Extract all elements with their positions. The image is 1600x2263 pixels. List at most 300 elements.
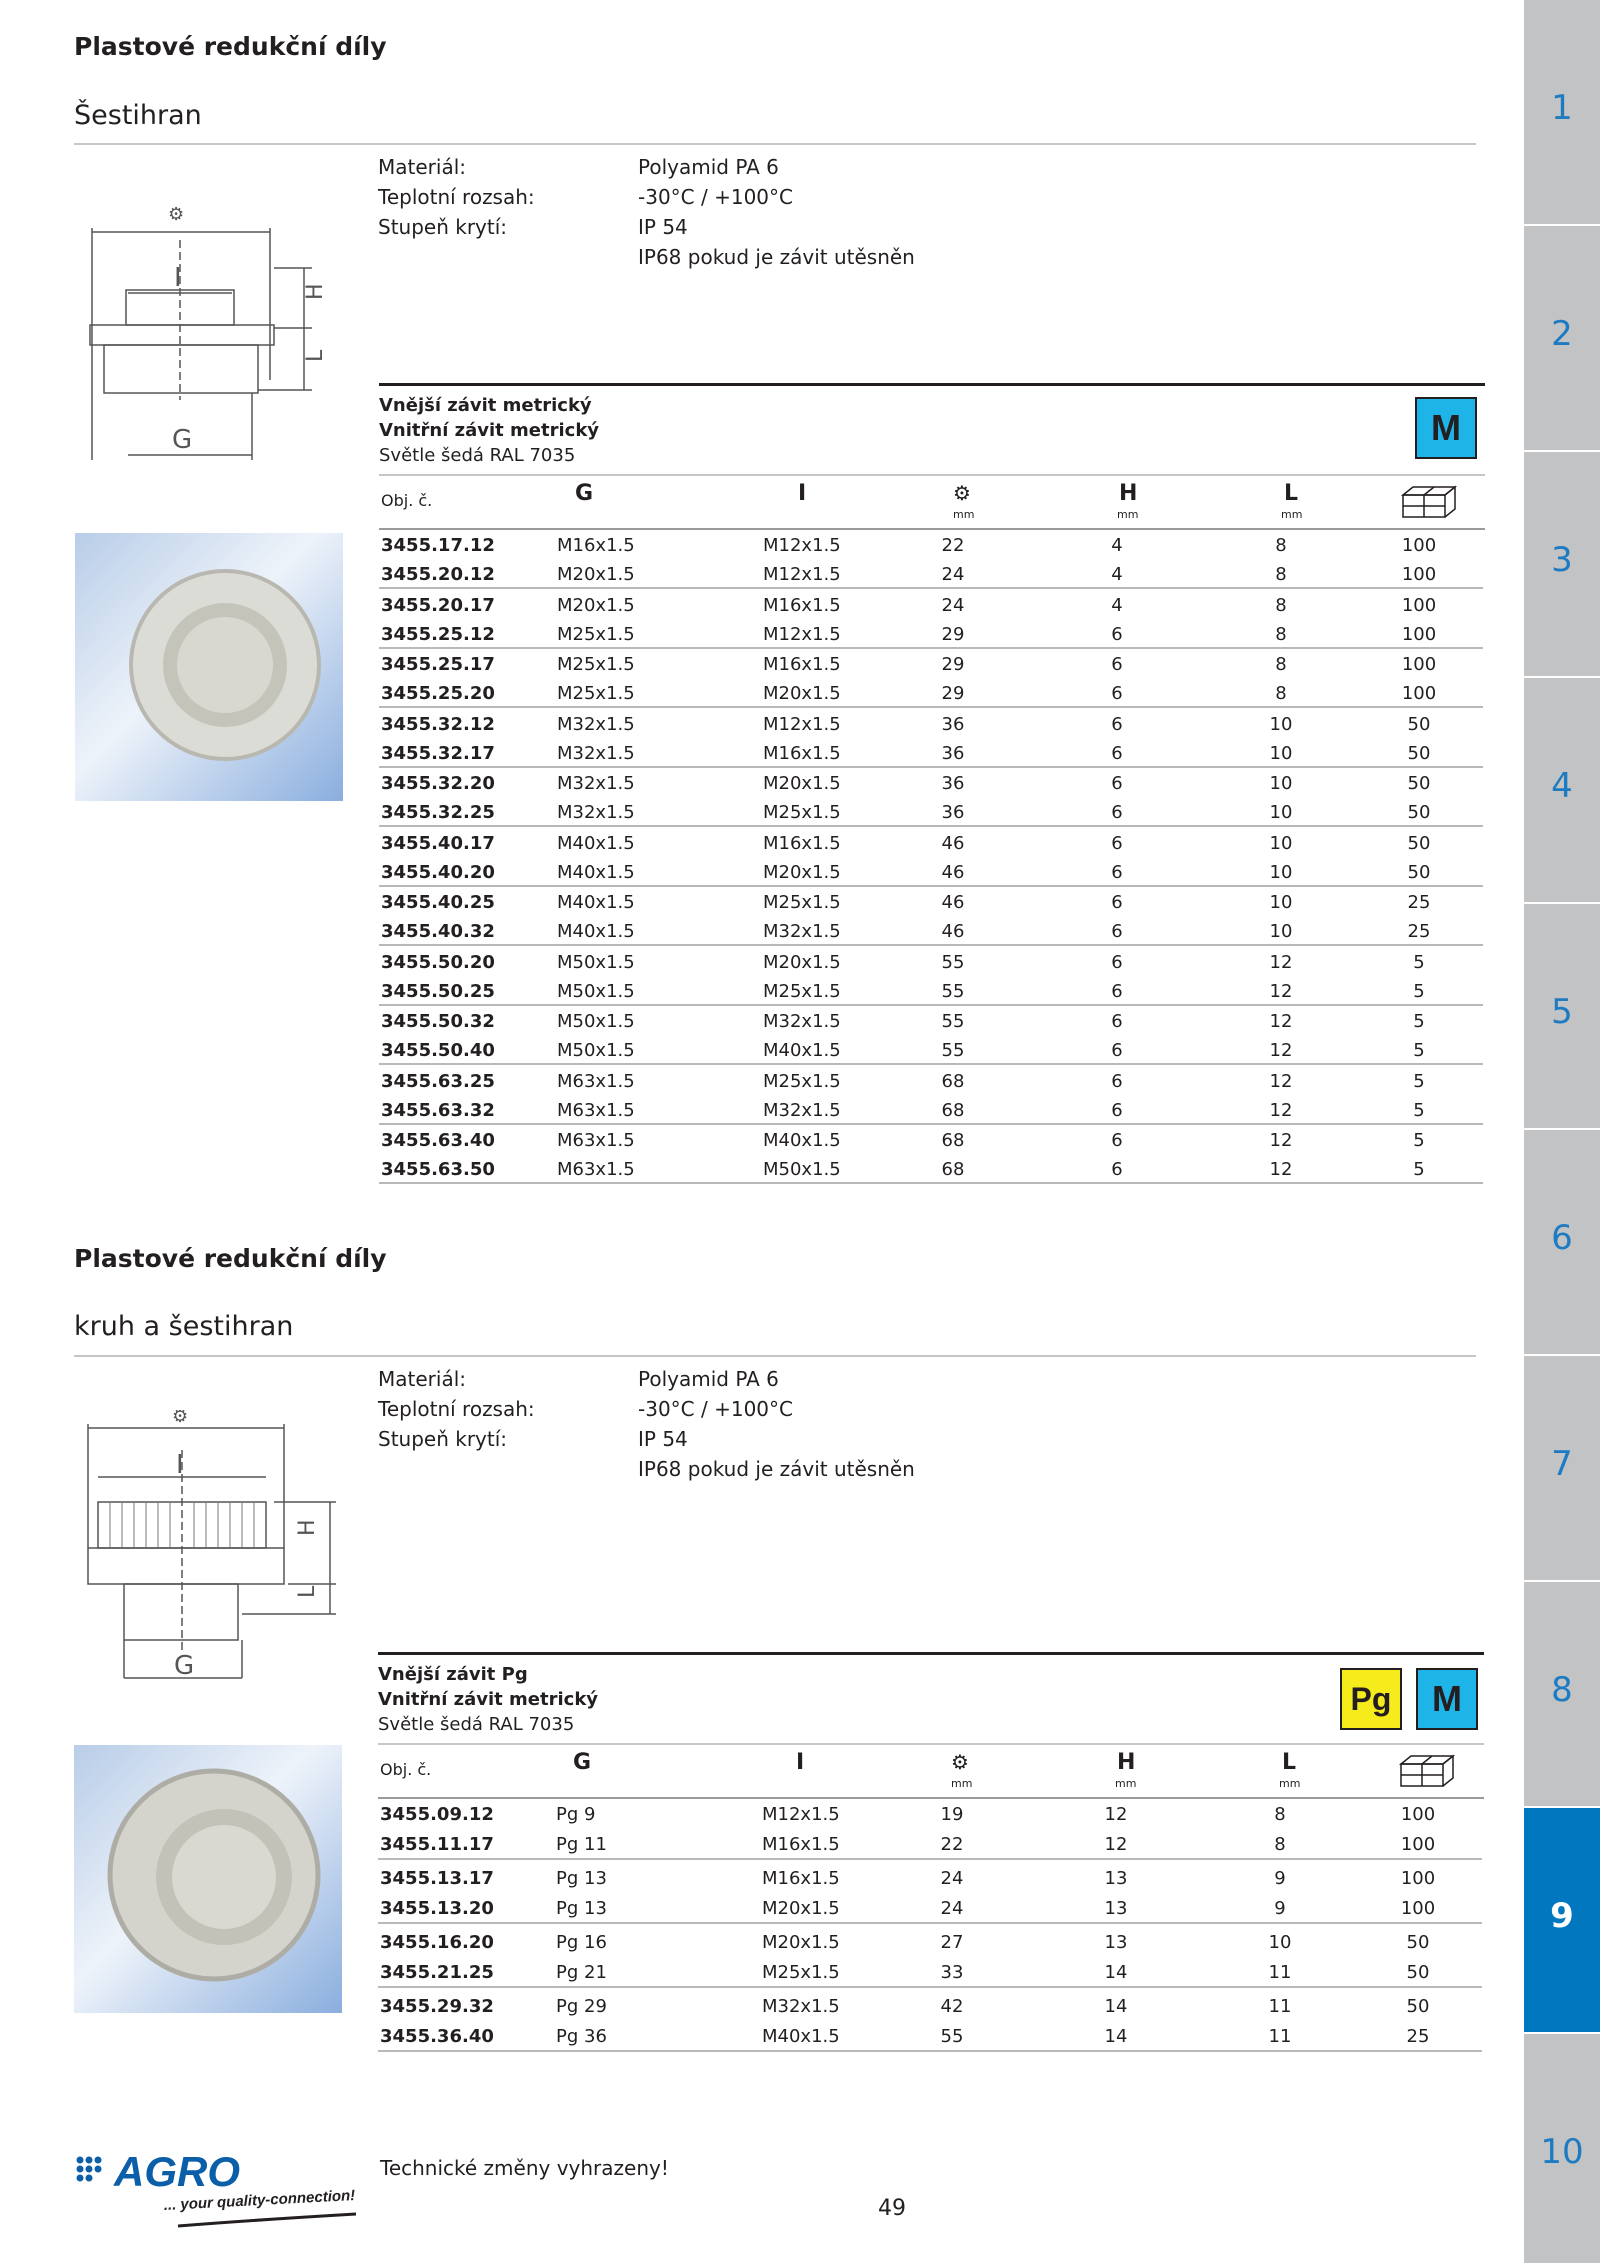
cell-obj: 3455.50.40 — [381, 1040, 495, 1061]
table-row — [379, 798, 1483, 827]
cell-pack: 50 — [1407, 861, 1431, 883]
cell-wrench: 36 — [941, 742, 965, 764]
table-title-line1: Vnější závit metrický — [379, 395, 592, 416]
cell-i: M16x1.5 — [763, 832, 841, 854]
cell-wrench: 46 — [941, 892, 965, 913]
cell-wrench: 19 — [940, 1804, 964, 1825]
table-row — [379, 679, 1483, 708]
col-l-unit: mm — [1281, 508, 1303, 521]
chapter-tab-3[interactable] — [1524, 452, 1600, 678]
cell-g: Pg 9 — [556, 1804, 596, 1825]
cell-wrench: 55 — [941, 1011, 965, 1032]
cell-i: M20x1.5 — [762, 1932, 840, 1953]
cell-h: 6 — [1111, 773, 1123, 794]
cell-pack: 100 — [1401, 594, 1437, 616]
cell-i: M12x1.5 — [763, 713, 841, 735]
table-title-line1: Vnější závit Pg — [378, 1664, 528, 1685]
chapter-tab-label: 1 — [1551, 88, 1573, 128]
table-row — [378, 2022, 1482, 2051]
cell-wrench: 33 — [940, 1962, 964, 1983]
cell-i: M32x1.5 — [763, 1011, 841, 1032]
cell-pack: 5 — [1413, 1011, 1425, 1032]
table-title-color: Světle šedá RAL 7035 — [379, 445, 576, 466]
section2-table — [378, 1652, 1484, 2057]
package-icon — [1401, 479, 1457, 523]
cell-pack: 5 — [1413, 1040, 1425, 1061]
cell-obj: 3455.32.25 — [381, 802, 495, 823]
logo-text: AGRO — [114, 2152, 240, 2195]
cell-l: 8 — [1274, 1804, 1286, 1825]
section1-title: Plastové redukční díly — [74, 32, 387, 61]
table-row — [379, 531, 1483, 560]
cell-pack: 5 — [1413, 1099, 1425, 1121]
cell-pack: 5 — [1413, 951, 1425, 973]
drawing-label-h: H — [303, 283, 328, 300]
cell-h: 6 — [1111, 623, 1123, 645]
cell-wrench: 55 — [941, 980, 965, 1002]
row-group-divider — [378, 1922, 1482, 1924]
spec-label: Materiál: — [378, 1367, 466, 1391]
section1-product-photo — [75, 533, 343, 801]
section2-specs — [378, 1364, 1078, 1494]
chapter-tab-label: 3 — [1551, 540, 1573, 580]
table-row — [378, 1894, 1482, 1923]
table-column-header — [379, 479, 1485, 525]
cell-wrench: 29 — [941, 683, 965, 704]
table-row — [379, 1067, 1483, 1096]
chapter-tab-label: 6 — [1551, 1218, 1573, 1258]
cell-wrench: 36 — [941, 802, 965, 823]
cell-h: 12 — [1104, 1834, 1128, 1855]
section2-product-photo — [74, 1745, 342, 2013]
section2-technical-drawing — [74, 1410, 354, 1680]
cell-pack: 25 — [1407, 921, 1431, 942]
cell-pack: 100 — [1400, 1834, 1436, 1855]
cell-h: 6 — [1111, 742, 1123, 764]
cell-l: 11 — [1268, 1962, 1292, 1983]
cell-g: Pg 21 — [556, 1962, 607, 1983]
cell-i: M25x1.5 — [763, 802, 841, 823]
cell-obj: 3455.17.12 — [381, 535, 495, 556]
cell-i: M16x1.5 — [763, 654, 841, 675]
row-group-divider — [379, 587, 1483, 589]
cell-wrench: 68 — [941, 1099, 965, 1121]
cell-i: M20x1.5 — [763, 861, 841, 883]
cell-pack: 100 — [1400, 1868, 1436, 1889]
cell-i: M20x1.5 — [762, 1898, 840, 1919]
wrench-icon: ⚙ — [951, 1750, 969, 1774]
chapter-tab-9[interactable] — [1524, 1808, 1600, 2034]
cell-g: M63x1.5 — [557, 1130, 635, 1151]
col-obj: Obj. č. — [381, 491, 433, 510]
row-group-divider — [379, 766, 1483, 768]
table-row — [378, 1928, 1482, 1957]
col-g: G — [575, 481, 594, 506]
drawing2-label-l: L — [295, 1585, 320, 1598]
badge-metric: M — [1415, 397, 1477, 459]
cell-pack: 5 — [1413, 1159, 1425, 1180]
row-group-divider — [379, 1123, 1483, 1125]
cell-h: 6 — [1111, 1099, 1123, 1121]
cell-g: M63x1.5 — [557, 1099, 635, 1121]
table-row — [378, 1830, 1482, 1859]
cell-l: 10 — [1269, 921, 1293, 942]
badge-metric: M — [1416, 1668, 1478, 1730]
row-group-divider — [379, 885, 1483, 887]
cell-l: 12 — [1269, 951, 1293, 973]
table-row — [379, 1007, 1483, 1036]
cell-l: 10 — [1269, 802, 1293, 823]
spec-value: -30°C / +100°C — [638, 1397, 793, 1421]
cell-l: 12 — [1269, 1099, 1293, 1121]
table-header-bottom-rule — [379, 528, 1485, 530]
cell-h: 12 — [1104, 1804, 1128, 1825]
cell-g: M16x1.5 — [557, 535, 635, 556]
chapter-tab-6[interactable] — [1524, 1130, 1600, 1356]
cell-i: M25x1.5 — [763, 1070, 841, 1092]
cell-obj: 3455.50.20 — [381, 951, 495, 973]
cell-l: 11 — [1268, 2026, 1292, 2047]
cell-i: M32x1.5 — [763, 921, 841, 942]
cell-l: 12 — [1269, 1159, 1293, 1180]
svg-text:⚙: ⚙ — [172, 1410, 189, 1427]
section2-subtitle: kruh a šestihran — [74, 1311, 294, 1342]
cell-h: 6 — [1111, 1040, 1123, 1061]
cell-h: 6 — [1111, 861, 1123, 883]
table-row — [379, 739, 1483, 768]
cell-i: M12x1.5 — [763, 535, 841, 556]
cell-wrench: 36 — [941, 773, 965, 794]
cell-pack: 50 — [1406, 1962, 1430, 1983]
cell-h: 13 — [1104, 1898, 1128, 1919]
table-row — [379, 888, 1483, 917]
cell-obj: 3455.50.25 — [381, 980, 495, 1002]
cell-obj: 3455.32.20 — [381, 773, 495, 794]
section2-divider — [74, 1355, 1476, 1357]
cell-obj: 3455.32.12 — [381, 713, 495, 735]
cell-l: 8 — [1274, 1834, 1286, 1855]
cell-pack: 50 — [1407, 832, 1431, 854]
cell-obj: 3455.21.25 — [380, 1962, 494, 1983]
cell-wrench: 24 — [941, 564, 965, 585]
col-i: I — [796, 1750, 805, 1775]
cell-pack: 50 — [1407, 713, 1431, 735]
cell-obj: 3455.63.25 — [381, 1070, 495, 1092]
cell-l: 8 — [1275, 683, 1287, 704]
cell-pack: 100 — [1400, 1898, 1436, 1919]
cell-obj: 3455.16.20 — [380, 1932, 494, 1953]
cell-wrench: 68 — [941, 1070, 965, 1092]
table-header-bottom-rule — [378, 1797, 1484, 1799]
cell-obj: 3455.13.20 — [380, 1898, 494, 1919]
spec-value: IP 54 — [638, 215, 688, 239]
chapter-tab-5[interactable] — [1524, 904, 1600, 1130]
section1-technical-drawing — [74, 200, 354, 470]
cell-pack: 50 — [1406, 1996, 1430, 2017]
cell-obj: 3455.32.17 — [381, 742, 495, 764]
cell-obj: 3455.63.32 — [381, 1099, 495, 1121]
cell-obj: 3455.25.20 — [381, 683, 495, 704]
cell-i: M16x1.5 — [763, 594, 841, 616]
cell-h: 6 — [1111, 713, 1123, 735]
row-group-divider — [379, 1004, 1483, 1006]
cell-i: M40x1.5 — [762, 2026, 840, 2047]
col-h-unit: mm — [1117, 508, 1139, 521]
cell-pack: 100 — [1400, 1804, 1436, 1825]
cell-wrench: 46 — [941, 861, 965, 883]
table-row — [379, 769, 1483, 798]
spec-label: Stupeň krytí: — [378, 215, 508, 239]
row-group-divider — [378, 1858, 1482, 1860]
cell-wrench: 46 — [941, 832, 965, 854]
section2-title: Plastové redukční díly — [74, 1244, 387, 1273]
chapter-tab-label: 5 — [1551, 992, 1573, 1032]
cell-pack: 100 — [1401, 535, 1437, 556]
table-row — [379, 710, 1483, 739]
cell-i: M12x1.5 — [762, 1804, 840, 1825]
cell-h: 6 — [1111, 921, 1123, 942]
cell-i: M25x1.5 — [763, 892, 841, 913]
cell-wrench: 55 — [941, 1040, 965, 1061]
cell-h: 6 — [1111, 683, 1123, 704]
table-title-line2: Vnitřní závit metrický — [378, 1689, 599, 1710]
drawing2-label-h: H — [295, 1519, 320, 1536]
cell-h: 14 — [1104, 2026, 1128, 2047]
cell-h: 6 — [1111, 1070, 1123, 1092]
package-icon — [1399, 1748, 1455, 1792]
cell-pack: 50 — [1407, 802, 1431, 823]
cell-obj: 3455.20.12 — [381, 564, 495, 585]
col-g: G — [573, 1750, 592, 1775]
cell-l: 12 — [1269, 1130, 1293, 1151]
chapter-tab-label: 10 — [1540, 2132, 1584, 2172]
cell-pack: 100 — [1401, 623, 1437, 645]
cell-i: M20x1.5 — [763, 683, 841, 704]
cell-wrench: 55 — [940, 2026, 964, 2047]
row-group-divider — [379, 1063, 1483, 1065]
cell-l: 8 — [1275, 623, 1287, 645]
cell-h: 4 — [1111, 594, 1123, 616]
cell-pack: 100 — [1401, 564, 1437, 585]
spec-value: IP 54 — [638, 1427, 688, 1451]
chapter-tab-8[interactable] — [1524, 1582, 1600, 1808]
table-title — [378, 1662, 598, 1737]
cell-g: M32x1.5 — [557, 802, 635, 823]
table-row — [378, 1992, 1482, 2021]
cell-wrench: 22 — [940, 1834, 964, 1855]
row-group-divider — [378, 2050, 1482, 2052]
cell-i: M25x1.5 — [763, 980, 841, 1002]
cell-g: M25x1.5 — [557, 683, 635, 704]
cell-obj: 3455.36.40 — [380, 2026, 494, 2047]
cell-l: 8 — [1275, 535, 1287, 556]
col-obj: Obj. č. — [380, 1760, 432, 1779]
chapter-tab-4[interactable] — [1524, 678, 1600, 904]
cell-l: 8 — [1275, 564, 1287, 585]
cell-wrench: 46 — [941, 921, 965, 942]
cell-g: M50x1.5 — [557, 980, 635, 1002]
cell-h: 13 — [1104, 1932, 1128, 1953]
col-wrench-unit: mm — [951, 1777, 973, 1790]
chapter-tab-2[interactable] — [1524, 226, 1600, 452]
cell-l: 10 — [1269, 892, 1293, 913]
section1-divider — [74, 143, 1476, 145]
cell-h: 6 — [1111, 892, 1123, 913]
cell-l: 9 — [1274, 1898, 1286, 1919]
table-column-header — [378, 1748, 1484, 1794]
spec-value: Polyamid PA 6 — [638, 155, 779, 179]
col-wrench-unit: mm — [953, 508, 975, 521]
section1-specs — [378, 152, 1078, 282]
drawing-label-i: I — [174, 263, 182, 293]
row-group-divider — [379, 1182, 1483, 1184]
table-row — [379, 560, 1483, 589]
cell-obj: 3455.25.12 — [381, 623, 495, 645]
table-row — [379, 650, 1483, 679]
spec-value: -30°C / +100°C — [638, 185, 793, 209]
col-l-unit: mm — [1279, 1777, 1301, 1790]
cell-pack: 100 — [1401, 654, 1437, 675]
col-i: I — [798, 481, 807, 506]
chapter-tab-1[interactable] — [1524, 0, 1600, 226]
cell-pack: 25 — [1406, 2026, 1430, 2047]
section1-subtitle: Šestihran — [74, 100, 202, 131]
row-group-divider — [379, 944, 1483, 946]
cell-g: M40x1.5 — [557, 832, 635, 854]
table-row — [379, 1036, 1483, 1065]
table-row — [379, 620, 1483, 649]
table-row — [379, 977, 1483, 1006]
cell-h: 6 — [1111, 980, 1123, 1002]
section1-table-body — [379, 531, 1485, 1191]
cell-g: Pg 11 — [556, 1834, 607, 1855]
cell-pack: 50 — [1406, 1932, 1430, 1953]
badge-pg: Pg — [1340, 1668, 1402, 1730]
cell-obj: 3455.29.32 — [380, 1996, 494, 2017]
cell-pack: 100 — [1401, 683, 1437, 704]
footer-note: Technické změny vyhrazeny! — [380, 2156, 669, 2180]
cell-l: 12 — [1269, 1070, 1293, 1092]
cell-g: M25x1.5 — [557, 623, 635, 645]
cell-h: 14 — [1104, 1996, 1128, 2017]
cell-wrench: 22 — [941, 535, 965, 556]
cell-l: 12 — [1269, 980, 1293, 1002]
cell-pack: 50 — [1407, 742, 1431, 764]
table-row — [378, 1864, 1482, 1893]
cell-obj: 3455.40.32 — [381, 921, 495, 942]
cell-g: M50x1.5 — [557, 1011, 635, 1032]
cell-g: Pg 13 — [556, 1868, 607, 1889]
cell-g: Pg 13 — [556, 1898, 607, 1919]
cell-l: 10 — [1269, 713, 1293, 735]
cell-l: 10 — [1269, 742, 1293, 764]
cell-h: 6 — [1111, 951, 1123, 973]
cell-l: 10 — [1269, 832, 1293, 854]
col-h: H — [1117, 1750, 1136, 1775]
cell-h: 6 — [1111, 1159, 1123, 1180]
cell-pack: 5 — [1413, 1130, 1425, 1151]
page-number: 49 — [878, 2196, 906, 2221]
cell-g: M63x1.5 — [557, 1159, 635, 1180]
cell-obj: 3455.20.17 — [381, 594, 495, 616]
cell-g: M40x1.5 — [557, 892, 635, 913]
cell-obj: 3455.63.50 — [381, 1159, 495, 1180]
cell-i: M16x1.5 — [762, 1834, 840, 1855]
chapter-tab-label: 8 — [1551, 1670, 1573, 1710]
table-row — [379, 858, 1483, 887]
spec-label: Materiál: — [378, 155, 466, 179]
cell-l: 8 — [1275, 594, 1287, 616]
cell-l: 10 — [1269, 773, 1293, 794]
cell-h: 14 — [1104, 1962, 1128, 1983]
cell-g: M32x1.5 — [557, 773, 635, 794]
chapter-tab-label: 4 — [1551, 766, 1573, 806]
cell-i: M16x1.5 — [762, 1868, 840, 1889]
cell-h: 4 — [1111, 535, 1123, 556]
chapter-tab-label: 9 — [1550, 1896, 1574, 1936]
cell-h: 6 — [1111, 1011, 1123, 1032]
cell-l: 10 — [1268, 1932, 1292, 1953]
cell-wrench: 55 — [941, 951, 965, 973]
table-top-rule — [378, 1652, 1484, 1655]
table-row — [379, 591, 1483, 620]
cell-g: M40x1.5 — [557, 921, 635, 942]
table-row — [379, 1096, 1483, 1125]
row-group-divider — [378, 1986, 1482, 1988]
cell-i: M40x1.5 — [763, 1130, 841, 1151]
cell-wrench: 36 — [941, 713, 965, 735]
cell-h: 6 — [1111, 654, 1123, 675]
cell-i: M12x1.5 — [763, 564, 841, 585]
cell-l: 8 — [1275, 654, 1287, 675]
cell-i: M32x1.5 — [763, 1099, 841, 1121]
chapter-tab-7[interactable] — [1524, 1356, 1600, 1582]
spec-label: Teplotní rozsah: — [378, 185, 535, 209]
spec-value: IP68 pokud je závit utěsněn — [638, 1457, 915, 1481]
cell-obj: 3455.25.17 — [381, 654, 495, 675]
drawing2-label-g: G — [174, 1651, 195, 1680]
table-row — [379, 917, 1483, 946]
spec-label: Teplotní rozsah: — [378, 1397, 535, 1421]
cell-g: Pg 36 — [556, 2026, 607, 2047]
cell-i: M16x1.5 — [763, 742, 841, 764]
cell-g: M25x1.5 — [557, 654, 635, 675]
drawing-label-l: L — [303, 349, 328, 362]
row-group-divider — [379, 825, 1483, 827]
drawing2-label-i: I — [176, 1450, 184, 1480]
cell-g: M32x1.5 — [557, 713, 635, 735]
cell-obj: 3455.50.32 — [381, 1011, 495, 1032]
table-row — [379, 829, 1483, 858]
table-row — [378, 1800, 1482, 1829]
cell-g: M63x1.5 — [557, 1070, 635, 1092]
cell-h: 13 — [1104, 1868, 1128, 1889]
table-row — [379, 1155, 1483, 1184]
cell-i: M25x1.5 — [762, 1962, 840, 1983]
cell-wrench: 68 — [941, 1159, 965, 1180]
cell-g: M32x1.5 — [557, 742, 635, 764]
agro-logo — [74, 2152, 374, 2230]
cell-g: M50x1.5 — [557, 951, 635, 973]
cell-h: 6 — [1111, 832, 1123, 854]
chapter-tab-10[interactable] — [1524, 2034, 1600, 2263]
svg-text:⚙: ⚙ — [168, 204, 185, 225]
cell-pack: 5 — [1413, 980, 1425, 1002]
spec-value: Polyamid PA 6 — [638, 1367, 779, 1391]
cell-l: 12 — [1269, 1040, 1293, 1061]
cell-obj: 3455.40.17 — [381, 832, 495, 854]
cell-g: Pg 29 — [556, 1996, 607, 2017]
